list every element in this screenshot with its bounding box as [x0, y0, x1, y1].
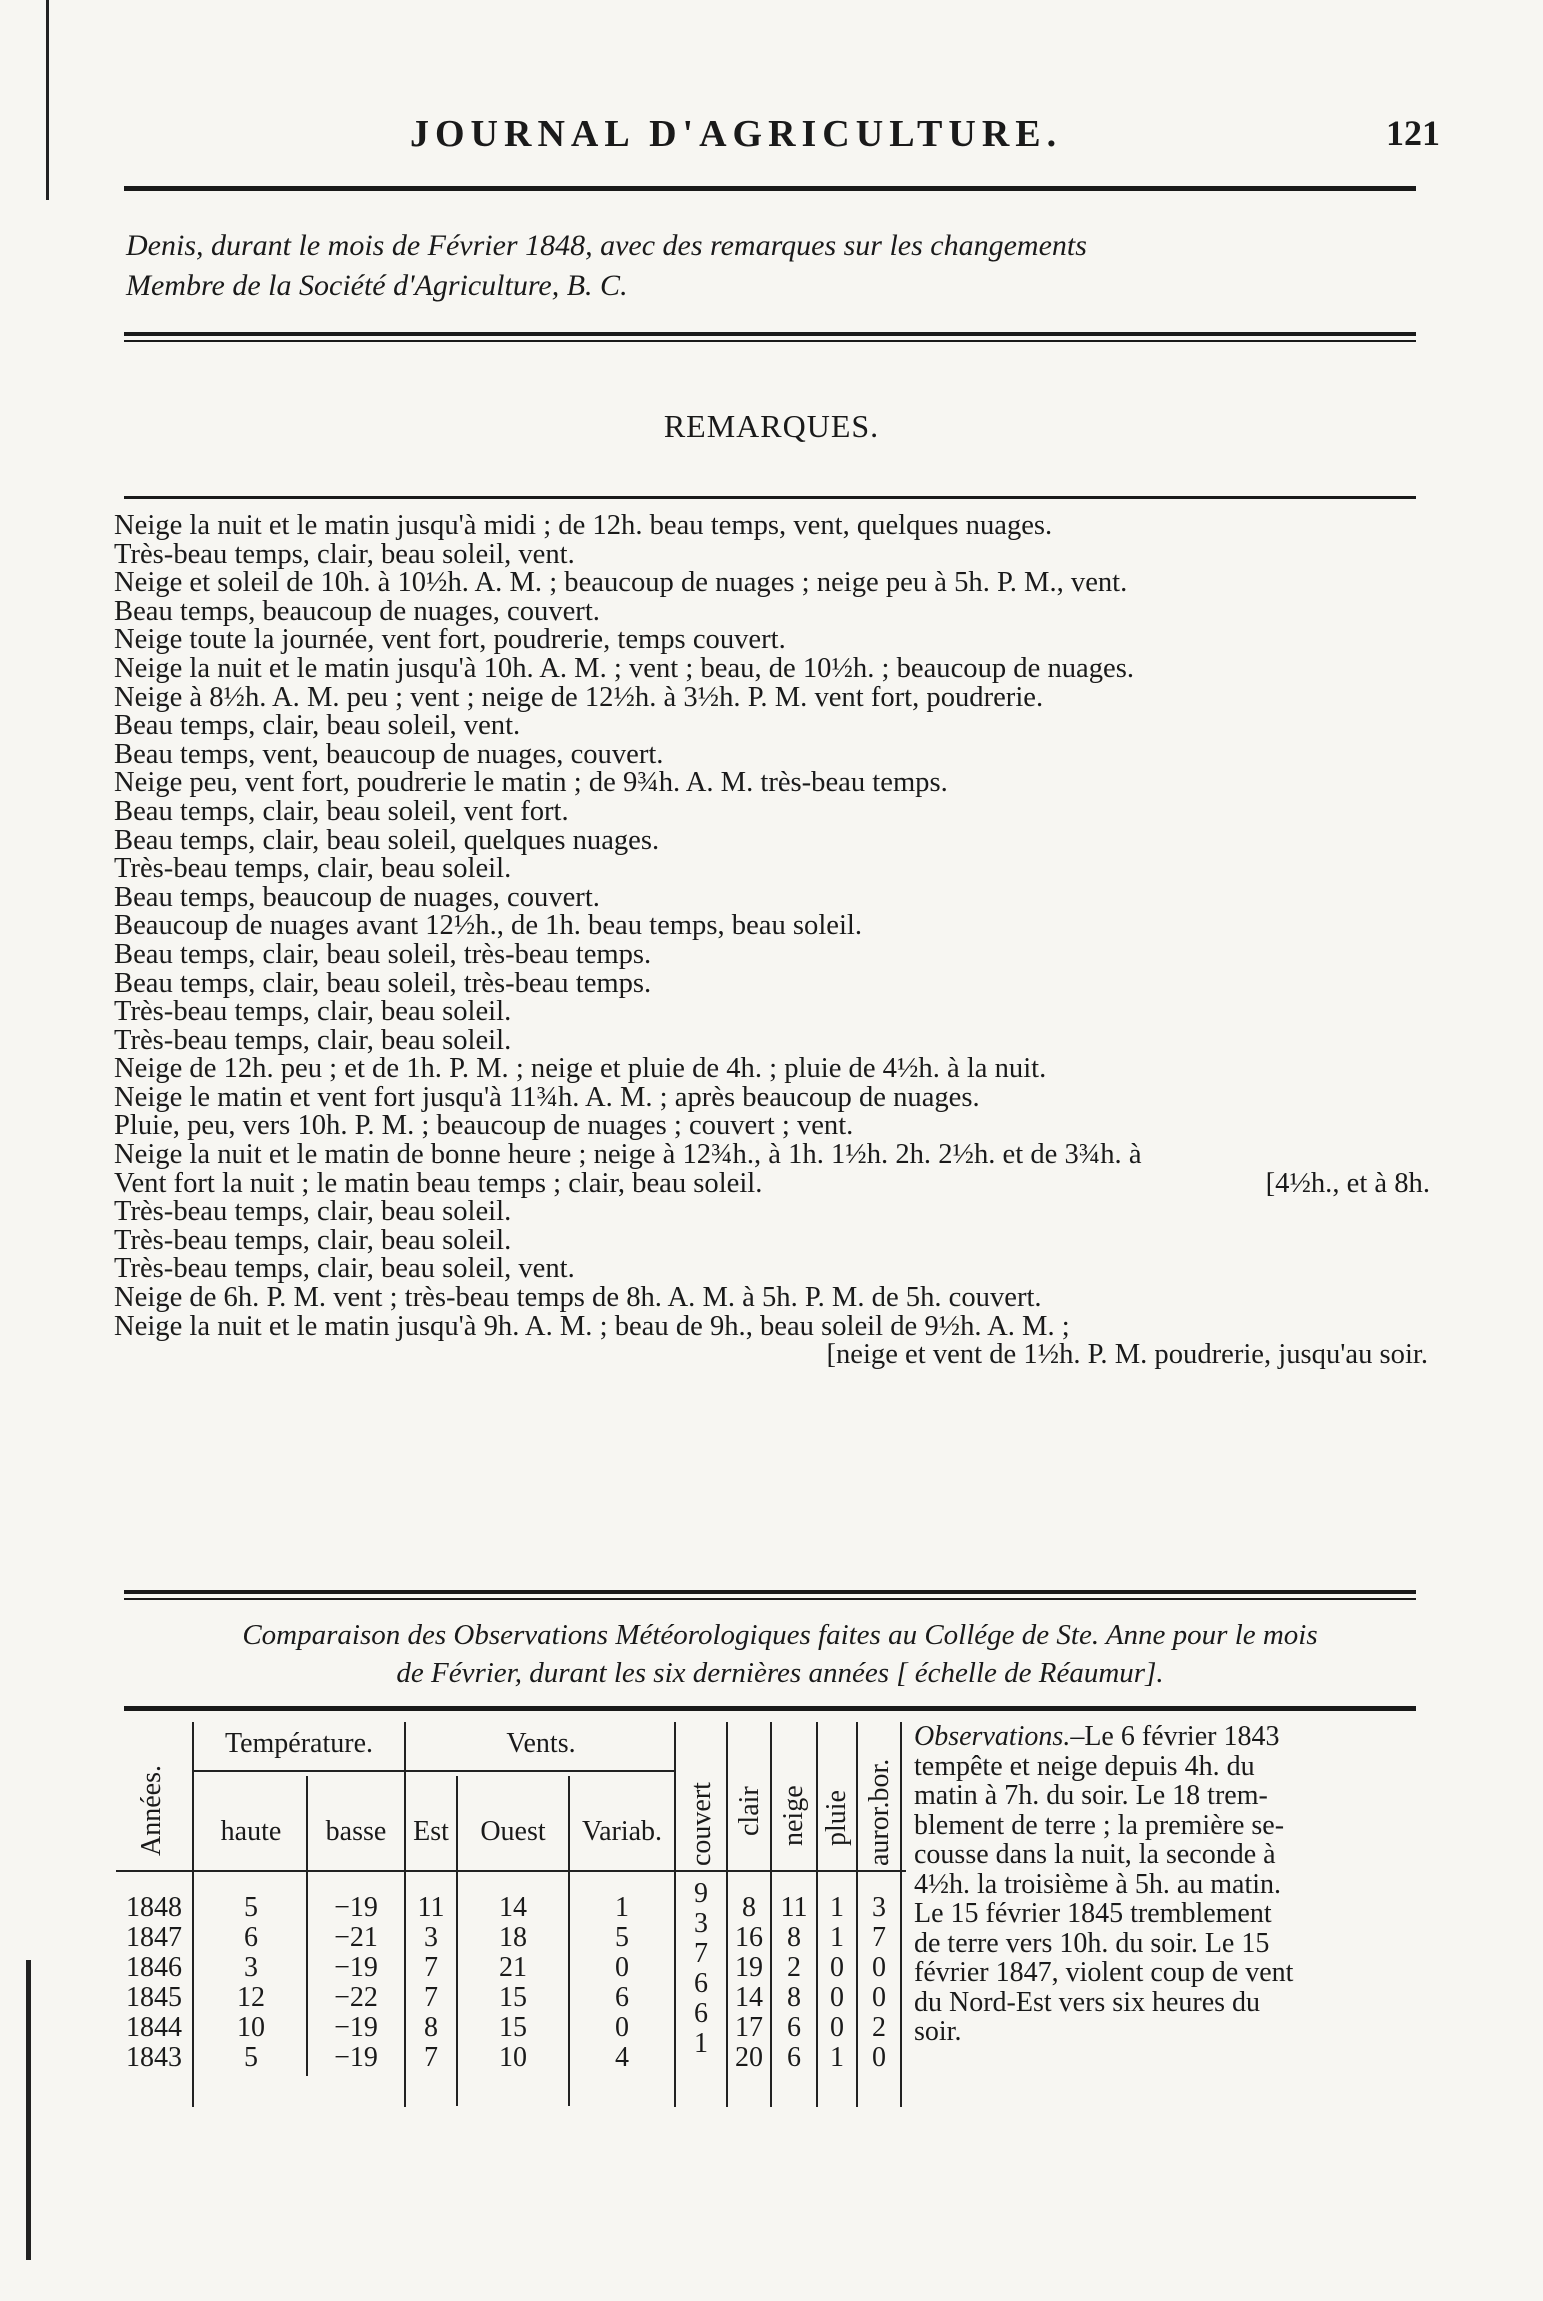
running-head: JOURNAL D'AGRICULTURE.	[410, 113, 1063, 155]
cell-basse: −19	[334, 1892, 378, 1923]
cell-neige: 8	[787, 1982, 801, 2013]
cell-neige: 6	[787, 2042, 801, 2073]
cell-ouest: 21	[499, 1952, 527, 1983]
intro-text	[126, 226, 1426, 306]
margin-line	[26, 1960, 31, 2260]
cell-haute: 3	[244, 1952, 258, 1983]
remark-line: Neige toute la journée, vent fort, poudrerie, temps couvert.	[114, 624, 786, 656]
header-haute: haute	[220, 1816, 282, 1847]
cell-annee: 1846	[126, 1952, 182, 1983]
cell-haute: 5	[244, 1892, 258, 1923]
cell-basse: −22	[334, 1982, 378, 2013]
cell-annee: 1847	[126, 1922, 182, 1953]
cell-ouest: 10	[499, 2042, 527, 2073]
intro-line: Denis, durant le mois de Février 1848, avec des remarques sur les changements	[126, 229, 1087, 262]
remark-line: Neige la nuit et le matin de bonne heure ; neige à 12¾h., à 1h. 1½h. 2h. 2½h. et de 3¾h. à	[114, 1139, 1142, 1171]
observations-line: –Le 6 février 1843	[1070, 1721, 1280, 1752]
cell-annee: 1843	[126, 2042, 182, 2073]
header-ouest: Ouest	[480, 1816, 546, 1847]
header-annees: Années.	[136, 1765, 167, 1856]
cell-pluie: 1	[830, 1922, 844, 1953]
header-pluie: pluie	[821, 1790, 852, 1846]
remark-line-continuation: [neige et vent de 1½h. P. M. poudrerie, jusqu'au soir.	[826, 1339, 1428, 1371]
cell-basse: −19	[334, 2012, 378, 2043]
remark-line: Neige peu, vent fort, poudrerie le matin ; de 9¾h. A. M. très-beau temps.	[114, 767, 948, 799]
observations-line: cousse dans la nuit, la seconde à	[914, 1839, 1276, 1870]
table-row	[116, 1908, 906, 1953]
remark-line: Neige de 6h. P. M. vent ; très-beau temps de 8h. A. M. à 5h. P. M. de 5h. couvert.	[114, 1282, 1042, 1314]
remark-line	[114, 1167, 1444, 1199]
header-basse: basse	[325, 1816, 387, 1847]
cell-pluie: 1	[830, 2042, 844, 2073]
observations-line: matin à 7h. du soir. Le 18 trem-	[914, 1780, 1268, 1811]
remark-line: Beau temps, beaucoup de nuages, couvert.	[114, 881, 600, 913]
margin-line	[46, 0, 49, 200]
header-temperature: Température.	[224, 1728, 374, 1759]
cell-ouest: 15	[499, 1982, 527, 2013]
remark-line: Beaucoup de nuages avant 12½h., de 1h. beau temps, beau soleil.	[114, 910, 862, 942]
header-couvert: couvert	[686, 1782, 717, 1866]
cell-est: 7	[424, 1952, 438, 1983]
cell-couvert: 3	[694, 1908, 708, 1939]
cell-auror: 7	[872, 1922, 886, 1953]
cell-ouest: 14	[499, 1892, 527, 1923]
observations-line: 4½h. la troisième à 5h. au matin.	[914, 1868, 1282, 1900]
remark-line: Neige la nuit et le matin jusqu'à 10h. A. M. ; vent ; beau, de 10½h. ; beaucoup de nuages.	[114, 652, 1134, 684]
cell-variab: 0	[615, 1952, 629, 1983]
cell-basse: −19	[334, 1952, 378, 1983]
cell-clair: 20	[735, 2042, 763, 2073]
cell-neige: 6	[787, 2012, 801, 2043]
cell-haute: 5	[244, 2042, 258, 2073]
cell-haute: 6	[244, 1922, 258, 1953]
cell-neige: 8	[787, 1922, 801, 1953]
table-rule	[116, 1870, 906, 1872]
remark-line: Neige et soleil de 10h. à 10½h. A. M. ; beaucoup de nuages ; neige peu à 5h. P. M., vent.	[114, 567, 1128, 599]
table-row	[116, 1938, 906, 1983]
cell-auror: 0	[872, 1952, 886, 1983]
header-rule	[124, 186, 1416, 191]
cell-auror: 0	[872, 1982, 886, 2013]
cell-est: 7	[424, 2042, 438, 2073]
table-top-rule	[124, 1706, 1416, 1711]
remarks-list	[114, 512, 1444, 1370]
remark-continuation: [4½h., et à 8h.	[1265, 1167, 1430, 1199]
header-aurorbor: auror.bor.	[864, 1758, 895, 1866]
cell-ouest: 18	[499, 1922, 527, 1953]
intro-line: Membre de la Société d'Agriculture, B. C.	[126, 269, 628, 302]
cell-clair: 19	[735, 1952, 763, 1983]
cell-pluie: 0	[830, 1982, 844, 2013]
cell-variab: 6	[615, 1982, 629, 2013]
remark-line: Très-beau temps, clair, beau soleil.	[114, 853, 512, 885]
cell-variab: 1	[615, 1892, 629, 1923]
cell-annee: 1844	[126, 2012, 182, 2043]
observations-line: du Nord-Est vers six heures du	[914, 1986, 1261, 2018]
cell-auror: 0	[872, 2042, 886, 2073]
cell-est: 8	[424, 2012, 438, 2043]
remark-line: Beau temps, clair, beau soleil, vent.	[114, 710, 521, 742]
header-clair: clair	[734, 1786, 765, 1836]
table-rule	[192, 1770, 674, 1772]
cell-haute: 10	[237, 2012, 265, 2043]
remark-line: Beau temps, clair, beau soleil, vent fort.	[114, 795, 569, 827]
remark-line: Neige le matin et vent fort jusqu'à 11¾h. A. M. ; après beaucoup de nuages.	[114, 1081, 980, 1113]
cell-variab: 5	[615, 1922, 629, 1953]
cell-pluie: 0	[830, 1952, 844, 1983]
remark-line: Neige la nuit et le matin jusqu'à midi ; de 12h. beau temps, vent, quelques nuages.	[114, 510, 1053, 541]
cell-pluie: 0	[830, 2012, 844, 2043]
cell-neige: 2	[787, 1952, 801, 1983]
table-caption	[120, 1616, 1440, 1692]
remark-line: Beau temps, clair, beau soleil, quelques nuages.	[114, 824, 660, 856]
header-est: Est	[413, 1816, 449, 1847]
table-row	[116, 1968, 906, 2013]
remark-line: Pluie, peu, vers 10h. P. M. ; beaucoup de nuages ; couvert ; vent.	[114, 1110, 854, 1142]
page-header	[120, 112, 1440, 162]
header-vents: Vents.	[506, 1728, 576, 1759]
cell-clair: 14	[735, 1982, 763, 2013]
remark-line: Très-beau temps, clair, beau soleil.	[114, 1196, 512, 1228]
cell-variab: 4	[615, 2042, 629, 2073]
observations-line: blement de terre ; la première se-	[914, 1809, 1285, 1841]
cell-clair: 8	[742, 1892, 756, 1923]
remark-line: Très-beau temps, clair, beau soleil.	[114, 996, 512, 1028]
cell-couvert: 1	[694, 2028, 708, 2059]
cell-auror: 2	[872, 2012, 886, 2043]
cell-couvert: 6	[694, 1998, 708, 2029]
table-row	[116, 1878, 906, 1923]
caption-line: de Février, durant les six dernières années [ échelle de Réaumur].	[396, 1657, 1164, 1689]
cell-annee: 1848	[126, 1892, 182, 1923]
observations-line: soir.	[914, 2016, 962, 2047]
table-row	[116, 2028, 906, 2073]
remark-line: Très-beau temps, clair, beau soleil, vent.	[114, 1253, 575, 1285]
cell-couvert: 6	[694, 1968, 708, 1999]
cell-est: 7	[424, 1982, 438, 2013]
cell-annee: 1845	[126, 1982, 182, 2013]
cell-clair: 16	[735, 1922, 763, 1953]
observations-note	[914, 1722, 1430, 2047]
cell-auror: 3	[872, 1892, 886, 1923]
comparison-table	[116, 1716, 906, 2111]
cell-couvert: 9	[694, 1878, 708, 1909]
double-rule	[124, 340, 1416, 342]
cell-est: 3	[424, 1922, 438, 1953]
page-number: 121	[1386, 113, 1440, 153]
cell-basse: −21	[334, 1922, 378, 1953]
remark-line: Neige la nuit et le matin jusqu'à 9h. A. M. ; beau de 9h., beau soleil de 9½h. A. M. ;	[114, 1310, 1070, 1342]
cell-pluie: 1	[830, 1892, 844, 1923]
cell-variab: 0	[615, 2012, 629, 2043]
observations-line: février 1847, violent coup de vent	[914, 1957, 1294, 1988]
caption-line: Comparaison des Observations Météorologiques faites au Collége de Ste. Anne pour le mois	[242, 1619, 1318, 1651]
cell-neige: 11	[780, 1892, 808, 1923]
double-rule	[124, 1590, 1416, 1594]
double-rule	[124, 1598, 1416, 1600]
observations-line: Le 15 février 1845 tremblement	[914, 1898, 1272, 1929]
cell-haute: 12	[237, 1982, 265, 2013]
remark-line: Neige à 8½h. A. M. peu ; vent ; neige de 12½h. à 3½h. P. M. vent fort, poudrerie.	[114, 681, 1044, 713]
cell-clair: 17	[735, 2012, 763, 2043]
observations-line: tempête et neige depuis 4h. du	[914, 1750, 1255, 1782]
remark-line: Beau temps, clair, beau soleil, très-beau temps.	[114, 938, 652, 970]
remark-line: Beau temps, beaucoup de nuages, couvert.	[114, 595, 600, 627]
cell-couvert: 7	[694, 1938, 708, 1969]
cell-basse: −19	[334, 2042, 378, 2073]
header-neige: neige	[778, 1785, 809, 1846]
cell-est: 11	[417, 1892, 445, 1923]
table-row	[116, 1998, 906, 2043]
cell-ouest: 15	[499, 2012, 527, 2043]
remark-line: Neige de 12h. peu ; et de 1h. P. M. ; neige et pluie de 4h. ; pluie de 4½h. à la nuit.	[114, 1053, 1047, 1085]
observations-lead: Observations.	[914, 1721, 1071, 1752]
remark-line: Beau temps, clair, beau soleil, très-beau temps.	[114, 967, 652, 999]
remark-line: Beau temps, vent, beaucoup de nuages, couvert.	[114, 738, 664, 770]
remark-line: Très-beau temps, clair, beau soleil, vent.	[114, 538, 575, 570]
remark-text: Vent fort la nuit ; le matin beau temps ; clair, beau soleil.	[114, 1167, 763, 1199]
double-rule	[124, 332, 1416, 336]
header-variab: Variab.	[581, 1816, 663, 1847]
remarks-top-rule	[124, 496, 1416, 499]
remark-line: Très-beau temps, clair, beau soleil.	[114, 1024, 512, 1056]
observations-line: de terre vers 10h. du soir. Le 15	[914, 1927, 1270, 1959]
remark-line: Très-beau temps, clair, beau soleil.	[114, 1224, 512, 1256]
section-title: REMARQUES.	[663, 408, 880, 444]
